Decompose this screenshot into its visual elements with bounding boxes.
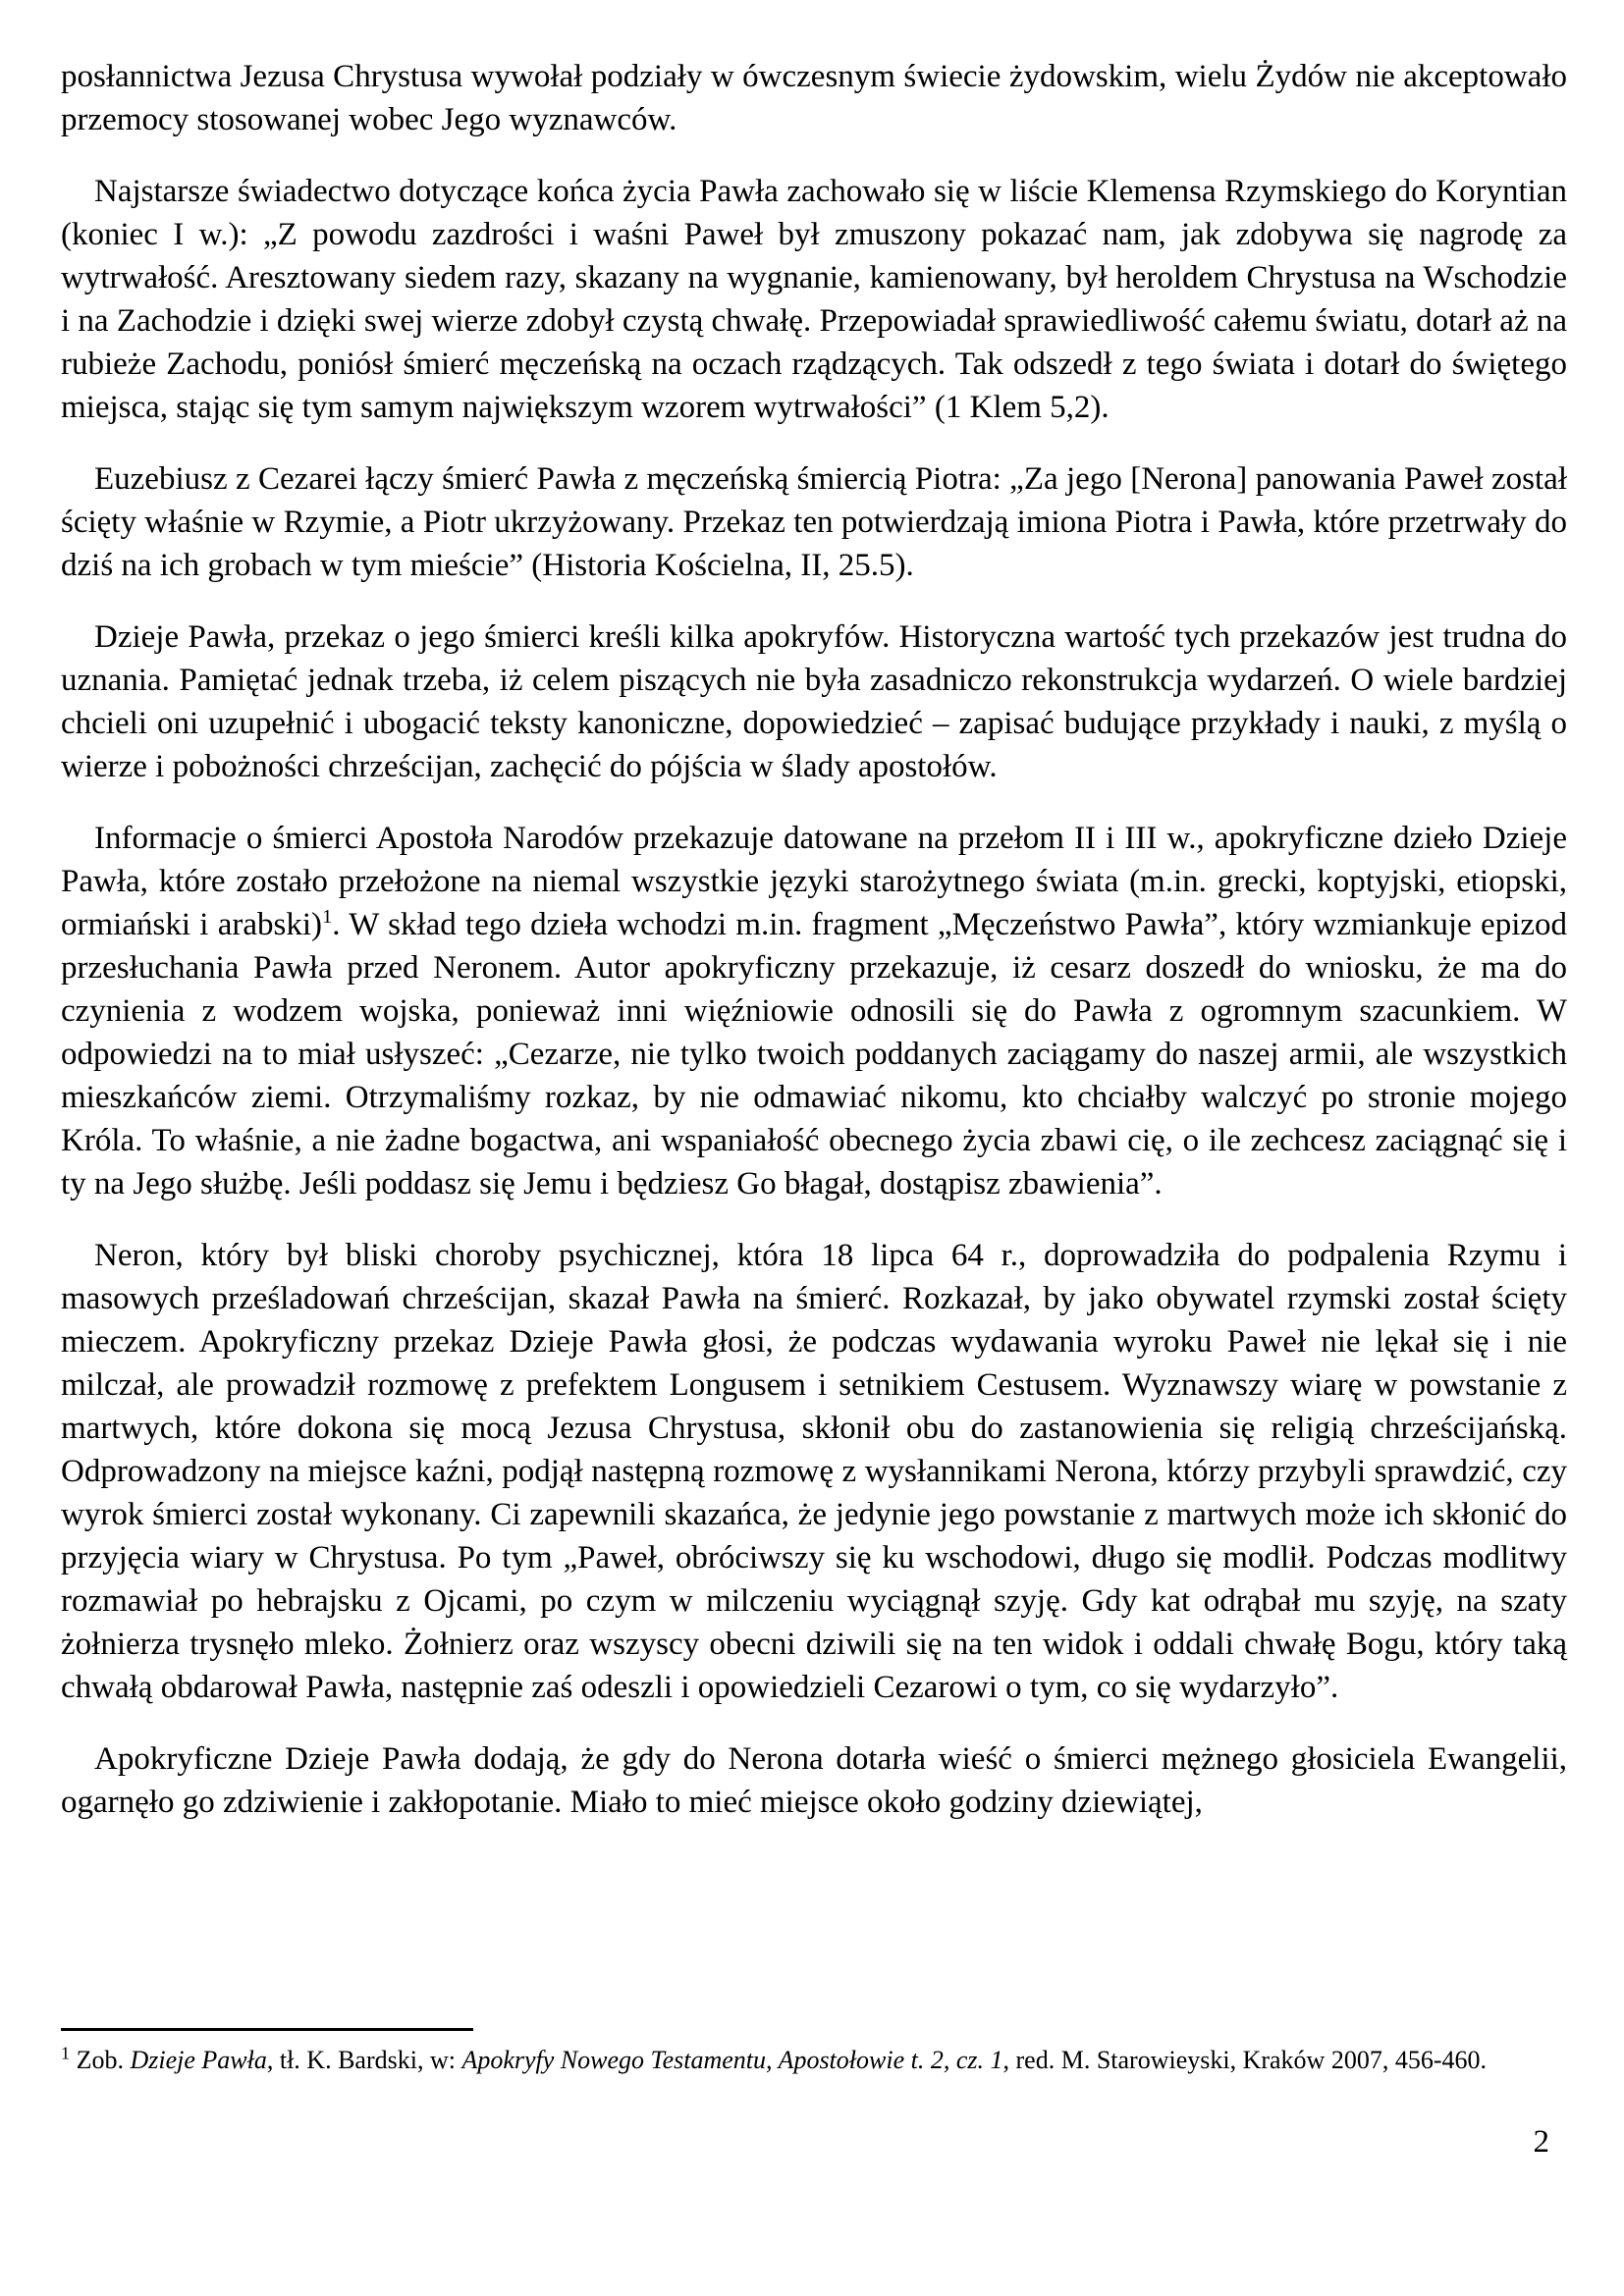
- body-paragraph: Apokryficzne Dzieje Pawła dodają, że gdy do Nerona dotarła wieść o śmierci mężnego głosiciela Ewangelii, ogarnęło go zdziwienie i zakłopotanie. Miało to mieć miejsce około godziny dziewiątej,: [61, 1741, 1567, 1820]
- paragraph-text: . W skład tego dzieła wchodzi m.in. fragment „Męczeństwo Pawła”, który wzmiankuje epizod przesłuchania Pawła przed Neronem. Autor apokryficzny przekazuje, iż cesarz doszedł do wniosku, że ma do czynienia z wodzem wojska, ponieważ inni więźniowie odnosili się do Pawła z ogromnym szacunkiem. W odpowiedzi na to miał usłyszeć: „Cezarze, nie tylko twoich poddanych zaciągamy do naszej armii, ale wszystkich mieszkańców ziemi. Otrzymaliśmy rozkaz, by nie odmawiać nikomu, kto chciałby walczyć po stronie mojego Króla. To właśnie, a nie żadne bogactwa, ani wspaniałość obecnego życia zbawi cię, o ile zechcesz zaciągnąć się i ty na Jego służbę. Jeśli poddasz się Jemu i będziesz Go błagał, dostąpisz zbawienia”.: [61, 907, 1568, 1201]
- footnote-segment: , red. M. Starowieyski, Kraków 2007, 456-460.: [1002, 2046, 1487, 2074]
- footnote-area: [61, 2028, 1567, 2080]
- footnote-separator: [61, 2028, 473, 2031]
- body-paragraph: Neron, który był bliski choroby psychicznej, która 18 lipca 64 r., doprowadziła do podpalenia Rzymu i masowych prześladowań chrześcijan, skazał Pawła na śmierć. Rozkazał, by jako obywatel rzymski został ścięty mieczem. Apokryficzny przekaz Dzieje Pawła głosi, że podczas wydawania wyroku Paweł nie lękał się i nie milczał, ale prowadził rozmowę z prefektem Longusem i setnikiem Cestusem. Wyznawszy wiarę w powstanie z martwych, które dokona się mocą Jezusa Chrystusa, skłonił obu do zastanowienia się religią chrześcijańską. Odprowadzony na miejsce kaźni, podjął następną rozmowę z wysłannikami Nerona, którzy przybyli sprawdzić, czy wyrok śmierci został wykonany. Ci zapewnili skazańca, że jedynie jego powstanie z martwych może ich skłonić do przyjęcia wiary w Chrystusa. Po tym „Paweł, obróciwszy się ku wschodowi, długo się modlił. Podczas modlitwy rozmawiał po hebrajsku z Ojcami, po czym w milczeniu wyciągnął szyję. Gdy kat odrąbał mu szyję, na szaty żołnierza trysnęło mleko. Żołnierz oraz wszyscy obecni dziwili się na ten widok i oddali chwałę Bogu, który taką chwałą obdarował Pawła, następnie zaś odeszli i opowiedzieli Cezarowi o tym, co się wydarzyło”.: [61, 1238, 1567, 1705]
- footnote-segment: Zob.: [70, 2046, 131, 2074]
- document-body: [61, 55, 1567, 1852]
- footnote-text: [61, 2041, 1567, 2080]
- body-paragraph: Euzebiusz z Cezarei łączy śmierć Pawła z męczeńską śmiercią Piotra: „Za jego [Nerona] panowania Paweł został ścięty właśnie w Rzymie, a Piotr ukrzyżowany. Przekaz ten potwierdzają imiona Piotra i Pawła, które przetrwały do dziś na ich grobach w tym mieście” (Historia Kościelna, II, 25.5).: [61, 461, 1567, 583]
- paragraph-text: Informacje o śmierci Apostoła Narodów przekazuje datowane na przełom II i III w., apokryficzne dzieło Dzieje Pawła, które zostało przełożone na niemal wszystkie języki starożytnego świata (m.in. grecki, koptyjski, etiopski, ormiański i arabski): [61, 821, 1567, 942]
- body-paragraph: posłannictwa Jezusa Chrystusa wywołał podziały w ówczesnym świecie żydowskim, wielu Żydów nie akceptowało przemocy stosowanej wobec Jego wyznawców.: [61, 59, 1567, 137]
- footnote-reference: 1: [322, 906, 333, 928]
- footnote-marker: 1: [61, 2043, 71, 2063]
- body-paragraph: [61, 817, 1567, 1205]
- footnote-segment: , tł. K. Bardski, w:: [266, 2046, 462, 2074]
- body-paragraph: Dzieje Pawła, przekaz o jego śmierci kreśli kilka apokryfów. Historyczna wartość tych przekazów jest trudna do uznania. Pamiętać jednak trzeba, iż celem piszących nie była zasadniczo rekonstrukcja wydarzeń. O wiele bardziej chcieli oni uzupełnić i ubogacić teksty kanoniczne, dopowiedzieć – zapisać budujące przykłady i nauki, z myślą o wierze i pobożności chrześcijan, zachęcić do pójścia w ślady apostołów.: [61, 619, 1567, 784]
- page-number: 2: [1533, 2124, 1549, 2160]
- body-paragraph: Najstarsze świadectwo dotyczące końca życia Pawła zachowało się w liście Klemensa Rzymskiego do Koryntian (koniec I w.): „Z powodu zazdrości i waśni Paweł był zmuszony pokazać nam, jak zdobywa się nagrodę za wytrwałość. Aresztowany siedem razy, skazany na wygnanie, kamienowany, był heroldem Chrystusa na Wschodzie i na Zachodzie i dzięki swej wierze zdobył czystą chwałę. Przepowiadał sprawiedliwość całemu światu, dotarł aż na rubieże Zachodu, poniósł śmierć męczeńską na oczach rządzących. Tak odszedł z tego świata i dotarł do świętego miejsca, stając się tym samym największym wzorem wytrwałości” (1 Klem 5,2).: [61, 174, 1567, 425]
- footnote-segment: Dzieje Pawła: [130, 2046, 267, 2074]
- footnote-segment: Apokryfy Nowego Testamentu, Apostołowie t. 2, cz. 1: [461, 2046, 1003, 2074]
